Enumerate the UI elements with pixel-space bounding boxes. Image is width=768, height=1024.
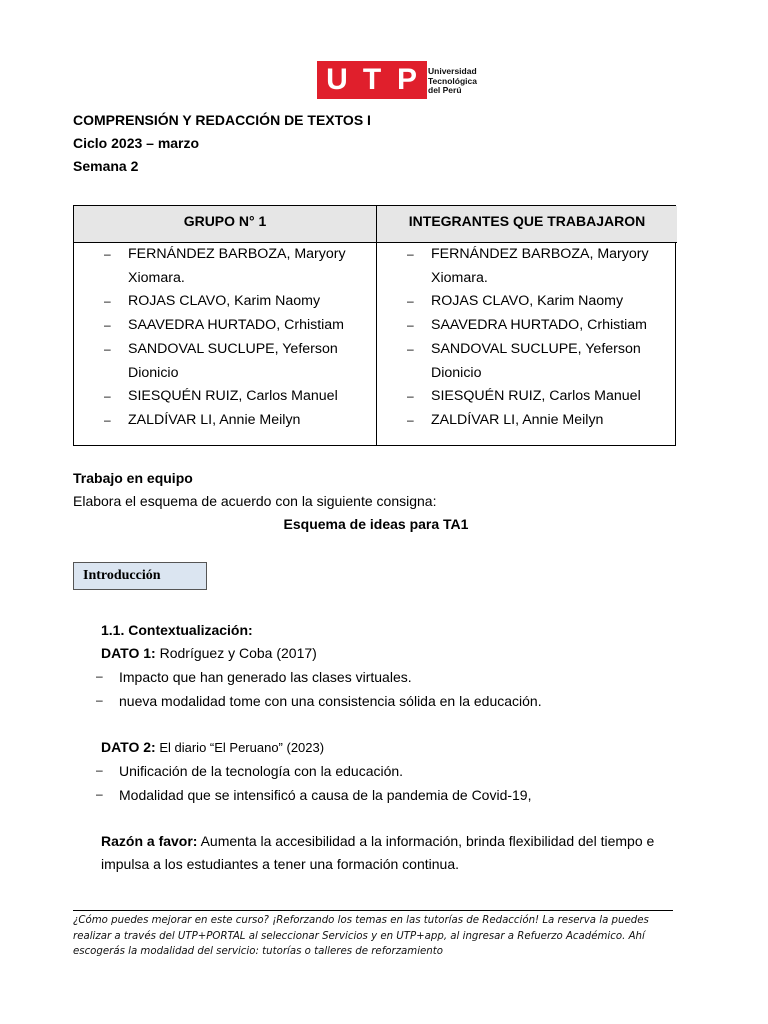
logo-name-line-2: Tecnológica <box>428 75 477 86</box>
list-item: – SIESQUÉN RUIZ, Carlos Manuel <box>104 388 338 405</box>
reason-line-2: impulsa a los estudiantes a tener una formación continua. <box>101 856 459 872</box>
list-item: – SAAVEDRA HURTADO, Crhistiam <box>407 317 648 334</box>
cycle-label: Ciclo 2023 – marzo <box>73 135 200 151</box>
list-item: – FERNÁNDEZ BARBOZA, Maryory Xiomara. <box>104 246 346 286</box>
reason-text-1: Aumenta la accesibilidad a la información, brinda flexibilidad del tiempo e <box>197 833 655 849</box>
dato2-source: El diario “El Peruano” (2023) <box>155 740 325 755</box>
list-item: – ROJAS CLAVO, Karim Naomy <box>407 293 624 310</box>
group-member-list <box>104 243 374 433</box>
dato1-source: Rodríguez y Coba (2017) <box>155 645 317 661</box>
list-item: – SAAVEDRA HURTADO, Crhistiam <box>104 317 345 334</box>
logo-letter-box <box>317 61 357 99</box>
logo-university-name <box>428 67 477 96</box>
logo-letter-box <box>352 61 392 99</box>
logo-letter-t: T <box>362 63 382 96</box>
section-label-introduccion: Introducción <box>73 562 207 590</box>
logo-letter-p: P <box>396 63 417 96</box>
footer-line-2: realizar a través del UTP+PORTAL al seleccionar Servicios y en UTP+app, al ingresar a Refuerzo Académico. Ahí <box>73 930 645 942</box>
scheme-title: Esquema de ideas para TA1 <box>283 516 469 532</box>
dato2-line <box>101 739 324 755</box>
logo-name-line-3: del Perú <box>428 85 462 95</box>
table-header-group: GRUPO N° 1 <box>74 206 376 243</box>
logo-name-line-1: Universidad <box>428 66 477 76</box>
reason-line-1 <box>101 833 654 849</box>
logo-letter-box <box>387 61 427 99</box>
list-item: – SIESQUÉN RUIZ, Carlos Manuel <box>407 388 641 405</box>
course-title: COMPRENSIÓN Y REDACCIÓN DE TEXTOS I <box>73 112 371 128</box>
utp-logo <box>317 61 482 101</box>
footer-note <box>73 913 673 960</box>
footer-line-1: ¿Cómo puedes mejorar en este curso? ¡Reforzando los temas en las tutorías de Redacción! La reserva la puedes <box>73 915 649 926</box>
dato1-line <box>101 645 317 661</box>
list-item: – FERNÁNDEZ BARBOZA, Maryory Xiomara. <box>407 246 649 286</box>
week-label: Semana 2 <box>73 158 139 174</box>
list-item: – ROJAS CLAVO, Karim Naomy <box>104 293 321 310</box>
list-item: – ZALDÍVAR LI, Annie Meilyn <box>104 411 301 428</box>
context-heading: 1.1. Contextualización: <box>101 622 253 638</box>
instruction-text: Elabora el esquema de acuerdo con la siguiente consigna: <box>73 493 437 509</box>
reason-label: Razón a favor: <box>101 833 198 849</box>
logo-letter-u: U <box>326 63 348 96</box>
list-item: – SANDOVAL SUCLUPE, Yeferson Dionicio <box>407 340 641 381</box>
table-divider <box>376 206 377 445</box>
working-member-list <box>407 243 673 433</box>
list-item: – ZALDÍVAR LI, Annie Meilyn <box>407 411 604 428</box>
footer-divider <box>73 910 673 911</box>
team-work-title: Trabajo en equipo <box>73 470 193 486</box>
dato2-label: DATO 2: <box>101 739 156 755</box>
table-header-members: INTEGRANTES QUE TRABAJARON <box>377 206 677 243</box>
dato1-label: DATO 1: <box>101 645 156 661</box>
list-item: – SANDOVAL SUCLUPE, Yeferson Dionicio <box>104 340 338 381</box>
group-members-table <box>73 205 676 446</box>
footer-line-3: escogerás la modalidad del servicio: tutorías o talleres de reforzamiento <box>73 946 443 957</box>
